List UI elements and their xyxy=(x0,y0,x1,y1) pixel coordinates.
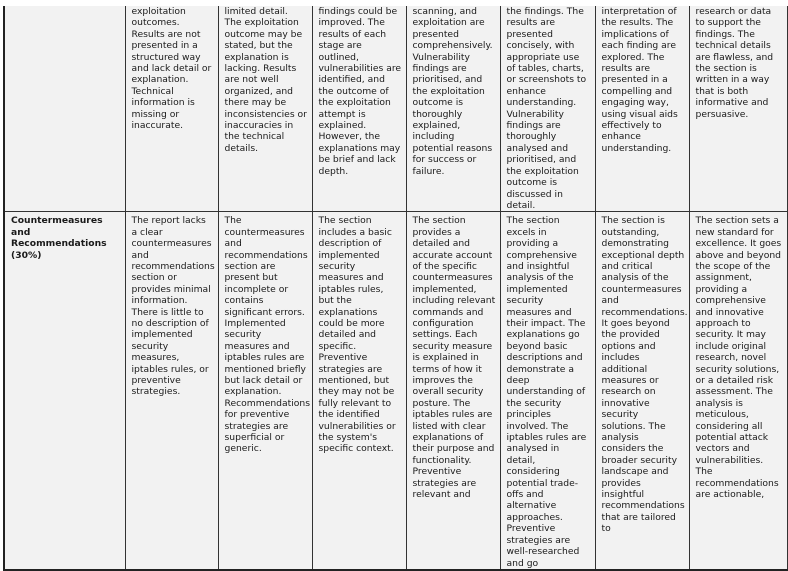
level-cell-3: The section includes a basic description of implemented security measures and iptables rules, but the explanations could be more detailed and specific. Preventive strategies are mentioned, but they may not be fully relevant to the identified vulnerabilities or the system's specific context. xyxy=(312,212,406,570)
level-cell-7: The section sets a new standard for excellence. It goes above and beyond the scope of the assignment, providing a comprehensive and innovative approach to security. It may include original research, novel security solutions, or a detailed risk assessment. The analysis is meticulous, considering all potential attack vectors and vulnerabilities. The recommendations are actionable, xyxy=(689,212,787,570)
level-cell-4: scanning, and exploitation are presented comprehensively. Vulnerability findings are prioritised, and the exploitation outcome is thoroughly explained, including potential reasons for success or failure. xyxy=(406,6,500,212)
level-cell-7: research or data to support the findings. The technical details are flawless, and the section is written in a way that is both informative and persuasive. xyxy=(689,6,787,212)
level-cell-2: The countermeasures and recommendations section are present but incomplete or contains significant errors. Implemented security measures and iptables rules are mentioned briefly but lack detail or explanation. Recommendations for preventive strategies are superficial or generic. xyxy=(218,212,312,570)
level-cell-4: The section provides a detailed and accurate account of the specific countermeasures implemented, including relevant commands and configuration settings. Each security measure is explained in terms of how it improves the overall security posture. The iptables rules are listed with clear explanations of their purpose and functionality. Preventive strategies are relevant and xyxy=(406,212,500,570)
level-cell-6: interpretation of the results. The implications of each finding are explored. The results are presented in a compelling and engaging way, using visual aids effectively to enhance understanding. xyxy=(595,6,689,212)
table-row-countermeasures xyxy=(4,212,787,570)
level-cell-5: The section excels in providing a comprehensive and insightful analysis of the implemented security measures and their impact. The explanations go beyond basic descriptions and demonstrate a deep understanding of the security principles involved. The iptables rules are analysed in detail, considering potential trade-offs and alternative approaches. Preventive strategies are well-researched and go xyxy=(500,212,595,570)
level-cell-1: exploitation outcomes. Results are not presented in a structured way and lack detail or explanation. Technical information is missing or inaccurate. xyxy=(125,6,218,212)
table-row-results-continued xyxy=(4,6,787,212)
criterion-cell xyxy=(4,6,125,212)
criterion-cell: Countermeasures and Recommendations (30%) xyxy=(4,212,125,570)
marking-rubric-table xyxy=(3,6,788,571)
level-cell-3: findings could be improved. The results of each stage are outlined, vulnerabilities are identified, and the outcome of the exploitation attempt is explained. However, the explanations may be brief and lack depth. xyxy=(312,6,406,212)
level-cell-5: the findings. The results are presented concisely, with appropriate use of tables, charts, or screenshots to enhance understanding. Vulnerability findings are thoroughly analysed and prioritised, and the exploitation outcome is discussed in detail. xyxy=(500,6,595,212)
level-cell-1: The report lacks a clear countermeasures and recommendations section or provides minimal information. There is little to no description of implemented security measures, iptables rules, or preventive strategies. xyxy=(125,212,218,570)
level-cell-6: The section is outstanding, demonstrating exceptional depth and critical analysis of the countermeasures and recommendations. It goes beyond the provided options and includes additional measures or research on innovative security solutions. The analysis considers the broader security landscape and provides insightful recommendations that are tailored to xyxy=(595,212,689,570)
level-cell-2: limited detail. The exploitation outcome may be stated, but the explanation is lacking. Results are not well organized, and there may be inconsistencies or inaccuracies in the technical details. xyxy=(218,6,312,212)
